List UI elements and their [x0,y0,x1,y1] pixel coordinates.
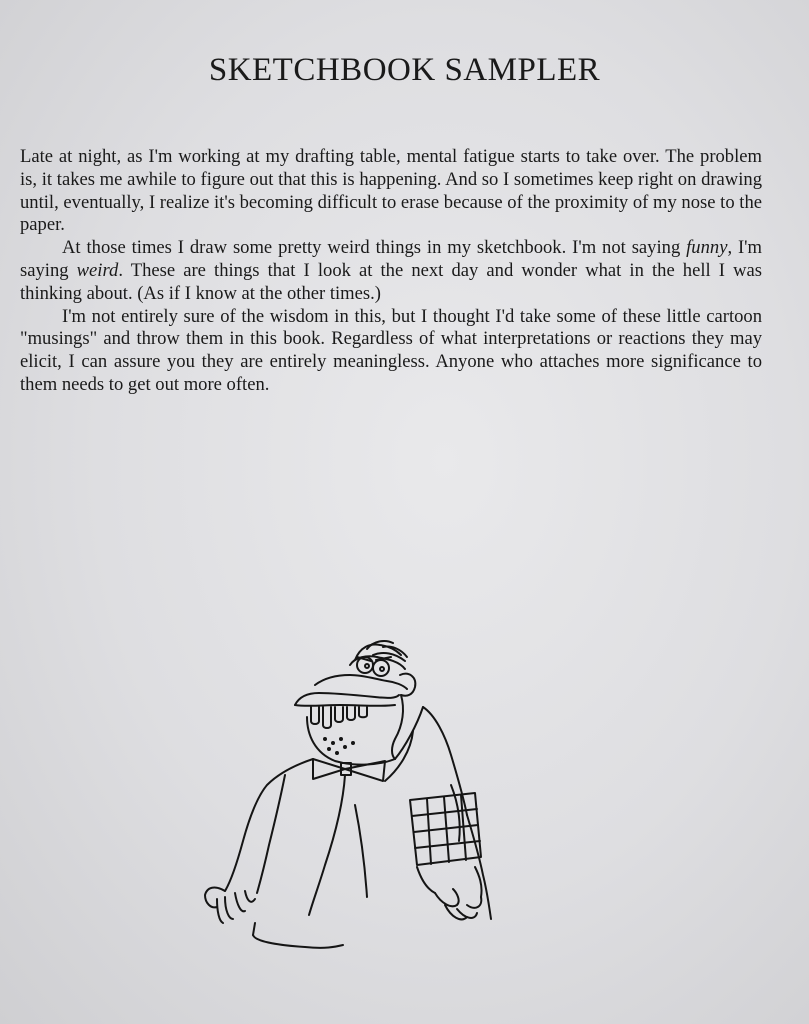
cartoon-creature-sketch-icon [195,635,535,965]
paragraph-text: . These are things that I look at the next day and wonder what in the hell I was thinking about. (As if I know at the other times.) [20,259,762,304]
paragraph [20,146,762,237]
body-text [20,146,762,397]
italic-text: funny [686,237,728,259]
paragraph-text: At those times I draw some pretty weird things in my sketchbook. I'm not saying [62,237,687,259]
paragraph-text: I'm not entirely sure of the wisdom in this, but I thought I'd take some of these little cartoon "musings" and throw them in this book. Regardless of what interpretations or reactions they may elicit, I can assure you they are entirely meaningless. Anyone who attaches more significance to them needs to get out more often. [20,305,762,395]
paragraph [20,237,762,305]
paragraph [20,306,762,397]
paragraph-text: , I'm saying [20,237,762,281]
italic-text: weird [76,259,119,281]
paragraph-text: Late at night, as I'm working at my drafting table, mental fatigue starts to take over. The problem is, it takes me awhile to figure out that this is happening. And so I sometimes keep right on drawing until, eventually, I realize it's becoming difficult to erase because of the proximity of my nose to the paper. [20,146,762,236]
page-title: SKETCHBOOK SAMPLER [208,52,601,88]
